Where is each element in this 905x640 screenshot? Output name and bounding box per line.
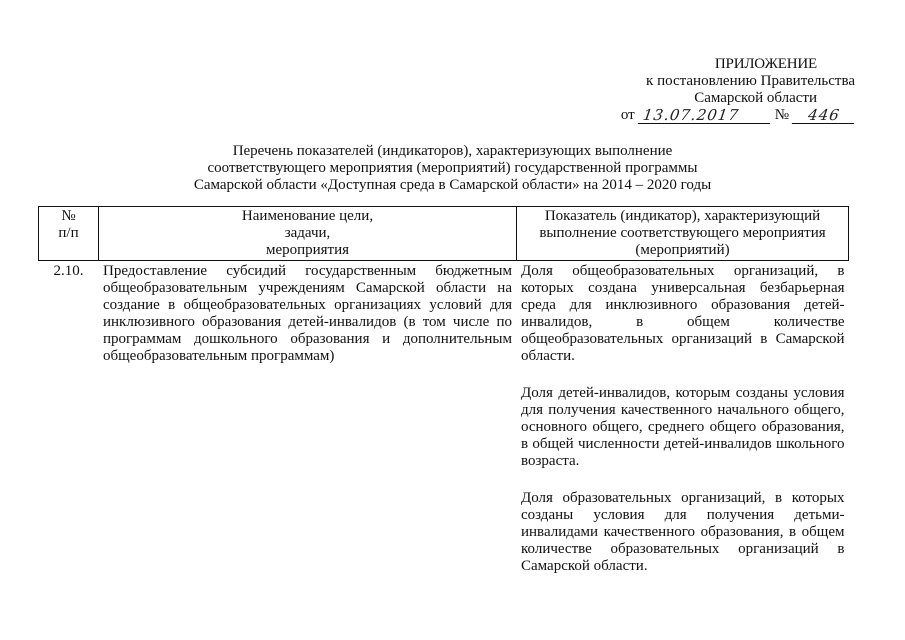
- header-name-line: задачи,: [284, 225, 331, 241]
- header-name: [99, 207, 517, 261]
- number-prefix: №: [774, 107, 789, 123]
- indicators-table: [38, 206, 849, 577]
- header-name-line: Наименование цели,: [241, 208, 374, 224]
- header-indicator-line: выполнение соответствующего мероприятия: [539, 225, 826, 241]
- appendix-block: [615, 56, 855, 124]
- title-line-3: Самарской области «Доступная среда в Самарской области» на 2014 – 2020 годы: [193, 177, 712, 193]
- appendix-heading: ПРИЛОЖЕНИЕ: [714, 56, 817, 72]
- appendix-date-line: [615, 107, 855, 124]
- header-num: [39, 207, 99, 261]
- row-measure-name: Предоставление субсидий государственным бюджетным общеобразовательным учреждениям Самарской области на создание в общеобразовательных организациях условий для инклюзивного образования детей-инвалидов (в том числе по программам дошкольного образования и дополнительным общеобразовательным программам): [103, 263, 512, 364]
- header-name-line: мероприятия: [265, 242, 350, 258]
- indicator-paragraph: Доля детей-инвалидов, которым созданы условия для получения качественного начального общего, основного общего, среднего общего образования, в общей численности детей-инвалидов школьного возраста.: [521, 385, 845, 469]
- row-indicators: [517, 261, 849, 578]
- handwritten-number: 446: [792, 107, 856, 124]
- header-indicator-line: Показатель (индикатор), характеризующий: [544, 208, 821, 224]
- appendix-line-2: Самарской области: [694, 90, 817, 106]
- title-line-2: соответствующего мероприятия (мероприятий) государственной программы: [207, 160, 698, 176]
- document-title: [0, 143, 905, 194]
- date-prefix: от: [620, 107, 635, 123]
- indicator-paragraph: Доля образовательных организаций, в которых созданы условия для получения детьми-инвалидами качественного образования, в общем количестве образовательных организаций в Самарской области.: [521, 490, 845, 574]
- row-number: 2.10.: [53, 263, 84, 279]
- table-row: [39, 261, 849, 578]
- indicator-paragraph: Доля общеобразовательных организаций, в которых создана универсальная безбарьерная среда для инклюзивного образования детей-инвалидов, в общем количестве общеобразовательных организаций в Самарской области.: [521, 263, 845, 364]
- header-indicator-line: (мероприятий): [635, 242, 730, 258]
- header-num-line: п/п: [58, 225, 79, 241]
- table-header-row: [39, 207, 849, 261]
- appendix-line-1: к постановлению Правительства: [646, 73, 855, 89]
- header-indicator: [517, 207, 849, 261]
- header-num-line: №: [61, 208, 76, 224]
- title-line-1: Перечень показателей (индикаторов), характеризующих выполнение: [232, 143, 673, 159]
- handwritten-date: 13.07.2017: [637, 107, 771, 124]
